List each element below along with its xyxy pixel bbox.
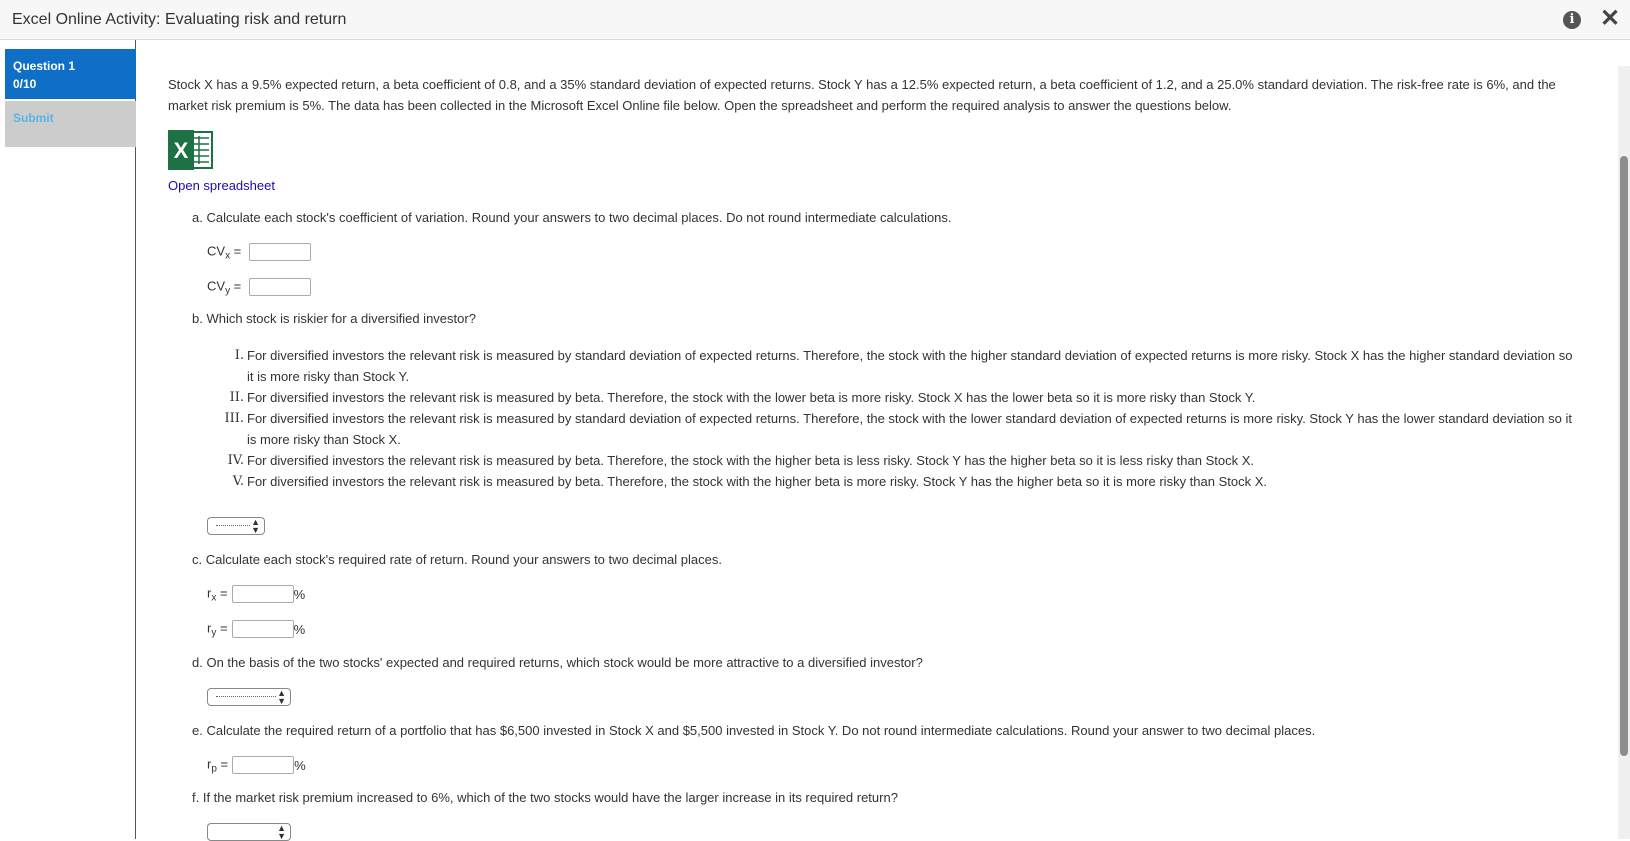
select-placeholder bbox=[216, 525, 250, 527]
question-f: f. If the market risk premium increased to 6%, which of the two stocks would have the larger increase in its required return? bbox=[192, 790, 898, 805]
part-b-select[interactable] bbox=[207, 517, 265, 535]
option-number: I. bbox=[234, 348, 244, 363]
question-a: a. Calculate each stock's coefficient of variation. Round your answers to two decimal places. Do not round intermediate calculations. bbox=[192, 210, 952, 225]
cvy-sub: y bbox=[225, 285, 231, 297]
cvx-label: CV bbox=[207, 243, 226, 259]
rp-label: r bbox=[207, 756, 212, 772]
info-icon[interactable]: i bbox=[1563, 11, 1581, 29]
cvy-row: $CV_y$ = bbox=[207, 278, 311, 296]
scrollbar[interactable] bbox=[1618, 66, 1630, 839]
option-item bbox=[222, 387, 1582, 408]
rp-input[interactable] bbox=[232, 756, 294, 774]
intro-text: Stock X has a 9.5% expected return, a beta coefficient of 0.8, and a 35% standard deviation of expected returns. Stock Y has a 12.5% expected return, a beta coefficient of 1.2, and a 25.0% standard deviation. The risk-free rate is 6%, and the market risk premium is 5%. The data has been collected in the Microsoft Excel Online file below. Open the spreadsheet and perform the required analysis to answer the questions below. bbox=[168, 77, 1556, 113]
cvx-input[interactable] bbox=[249, 243, 311, 261]
open-spreadsheet-link[interactable]: Open spreadsheet bbox=[168, 178, 275, 193]
ry-sub: y bbox=[211, 627, 217, 639]
option-list bbox=[222, 345, 1582, 492]
ry-row: $r_y$ = % bbox=[207, 620, 306, 639]
rx-sub: x bbox=[211, 592, 217, 604]
select-arrows-icon: ▲ ▼ bbox=[277, 688, 286, 706]
option-text: For diversified investors the relevant risk is measured by beta. Therefore, the stock with the higher beta is less risky. Stock Y has the higher beta so it is less risky than Stock X. bbox=[247, 453, 1254, 468]
option-item bbox=[222, 450, 1582, 471]
question-d: d. On the basis of the two stocks' expected and required returns, which stock would be more attractive to a diversified investor? bbox=[192, 655, 923, 670]
question-e: e. Calculate the required return of a portfolio that has $6,500 invested in Stock X and $5,500 invested in Stock Y. Do not round intermediate calculations. Round your answer to two decimal places. bbox=[192, 723, 1316, 738]
option-item bbox=[222, 345, 1582, 387]
excel-icon[interactable] bbox=[168, 130, 214, 175]
svg-text:X: X bbox=[173, 138, 189, 163]
option-number: IV. bbox=[227, 453, 244, 468]
ry-label: r bbox=[207, 620, 212, 636]
title-bar bbox=[0, 0, 1630, 40]
rp-unit: % bbox=[294, 757, 306, 773]
rx-row: $r_x$ = % bbox=[207, 585, 306, 604]
option-text: For diversified investors the relevant risk is measured by standard deviation of expected returns. Therefore, the stock with the higher standard deviation of expected returns is more risky. Stock X has the higher standard deviation so it is more risky than Stock Y. bbox=[247, 348, 1573, 384]
part-f-select[interactable] bbox=[207, 823, 291, 841]
option-text: For diversified investors the relevant risk is measured by beta. Therefore, the stock with the lower beta is more risky. Stock X has the lower beta so it is more risky than Stock Y. bbox=[247, 390, 1256, 405]
rp-sub: p bbox=[211, 763, 217, 775]
select-arrows-icon: ▲ ▼ bbox=[277, 823, 286, 841]
option-number: II. bbox=[229, 390, 244, 405]
cvx-row: $CV_x$ = bbox=[207, 243, 311, 261]
ry-unit: % bbox=[293, 621, 306, 637]
cvy-input[interactable] bbox=[249, 278, 311, 296]
part-d-select[interactable] bbox=[207, 688, 291, 706]
rx-input[interactable] bbox=[232, 585, 294, 603]
option-item bbox=[222, 408, 1582, 450]
sidebar-item-question-1[interactable] bbox=[5, 49, 136, 99]
question-score: 0/10 bbox=[13, 77, 37, 91]
question-b: b. Which stock is riskier for a diversified investor? bbox=[192, 311, 476, 326]
select-placeholder bbox=[216, 696, 276, 698]
window-title: Excel Online Activity: Evaluating risk and return bbox=[12, 11, 347, 28]
scrollbar-thumb[interactable] bbox=[1620, 156, 1628, 756]
submit-label: Submit bbox=[13, 111, 54, 125]
question-label: Question 1 bbox=[13, 59, 76, 73]
select-arrows-icon: ▲ ▼ bbox=[251, 517, 260, 535]
cvx-sub: x bbox=[225, 250, 231, 262]
rx-unit: % bbox=[293, 586, 306, 602]
ry-input[interactable] bbox=[232, 620, 294, 638]
submit-button[interactable] bbox=[5, 101, 136, 147]
close-icon[interactable]: ✕ bbox=[1599, 5, 1621, 32]
cvy-label: CV bbox=[207, 278, 226, 294]
question-c: c. Calculate each stock's required rate of return. Round your answers to two decimal places. bbox=[192, 552, 722, 567]
option-text: For diversified investors the relevant risk is measured by beta. Therefore, the stock with the higher beta is more risky. Stock Y has the higher beta so it is more risky than Stock X. bbox=[247, 474, 1267, 489]
option-number: III. bbox=[224, 411, 244, 426]
rx-label: r bbox=[207, 585, 212, 601]
option-item bbox=[222, 471, 1582, 492]
option-number: V. bbox=[232, 474, 244, 489]
rp-row: $r_p$ = % bbox=[207, 756, 306, 775]
option-text: For diversified investors the relevant risk is measured by standard deviation of expected returns. Therefore, the stock with the lower standard deviation of expected returns is more risky. Stock Y has the lower standard deviation so it is more risky than Stock X. bbox=[247, 411, 1572, 447]
sidebar bbox=[0, 40, 136, 839]
